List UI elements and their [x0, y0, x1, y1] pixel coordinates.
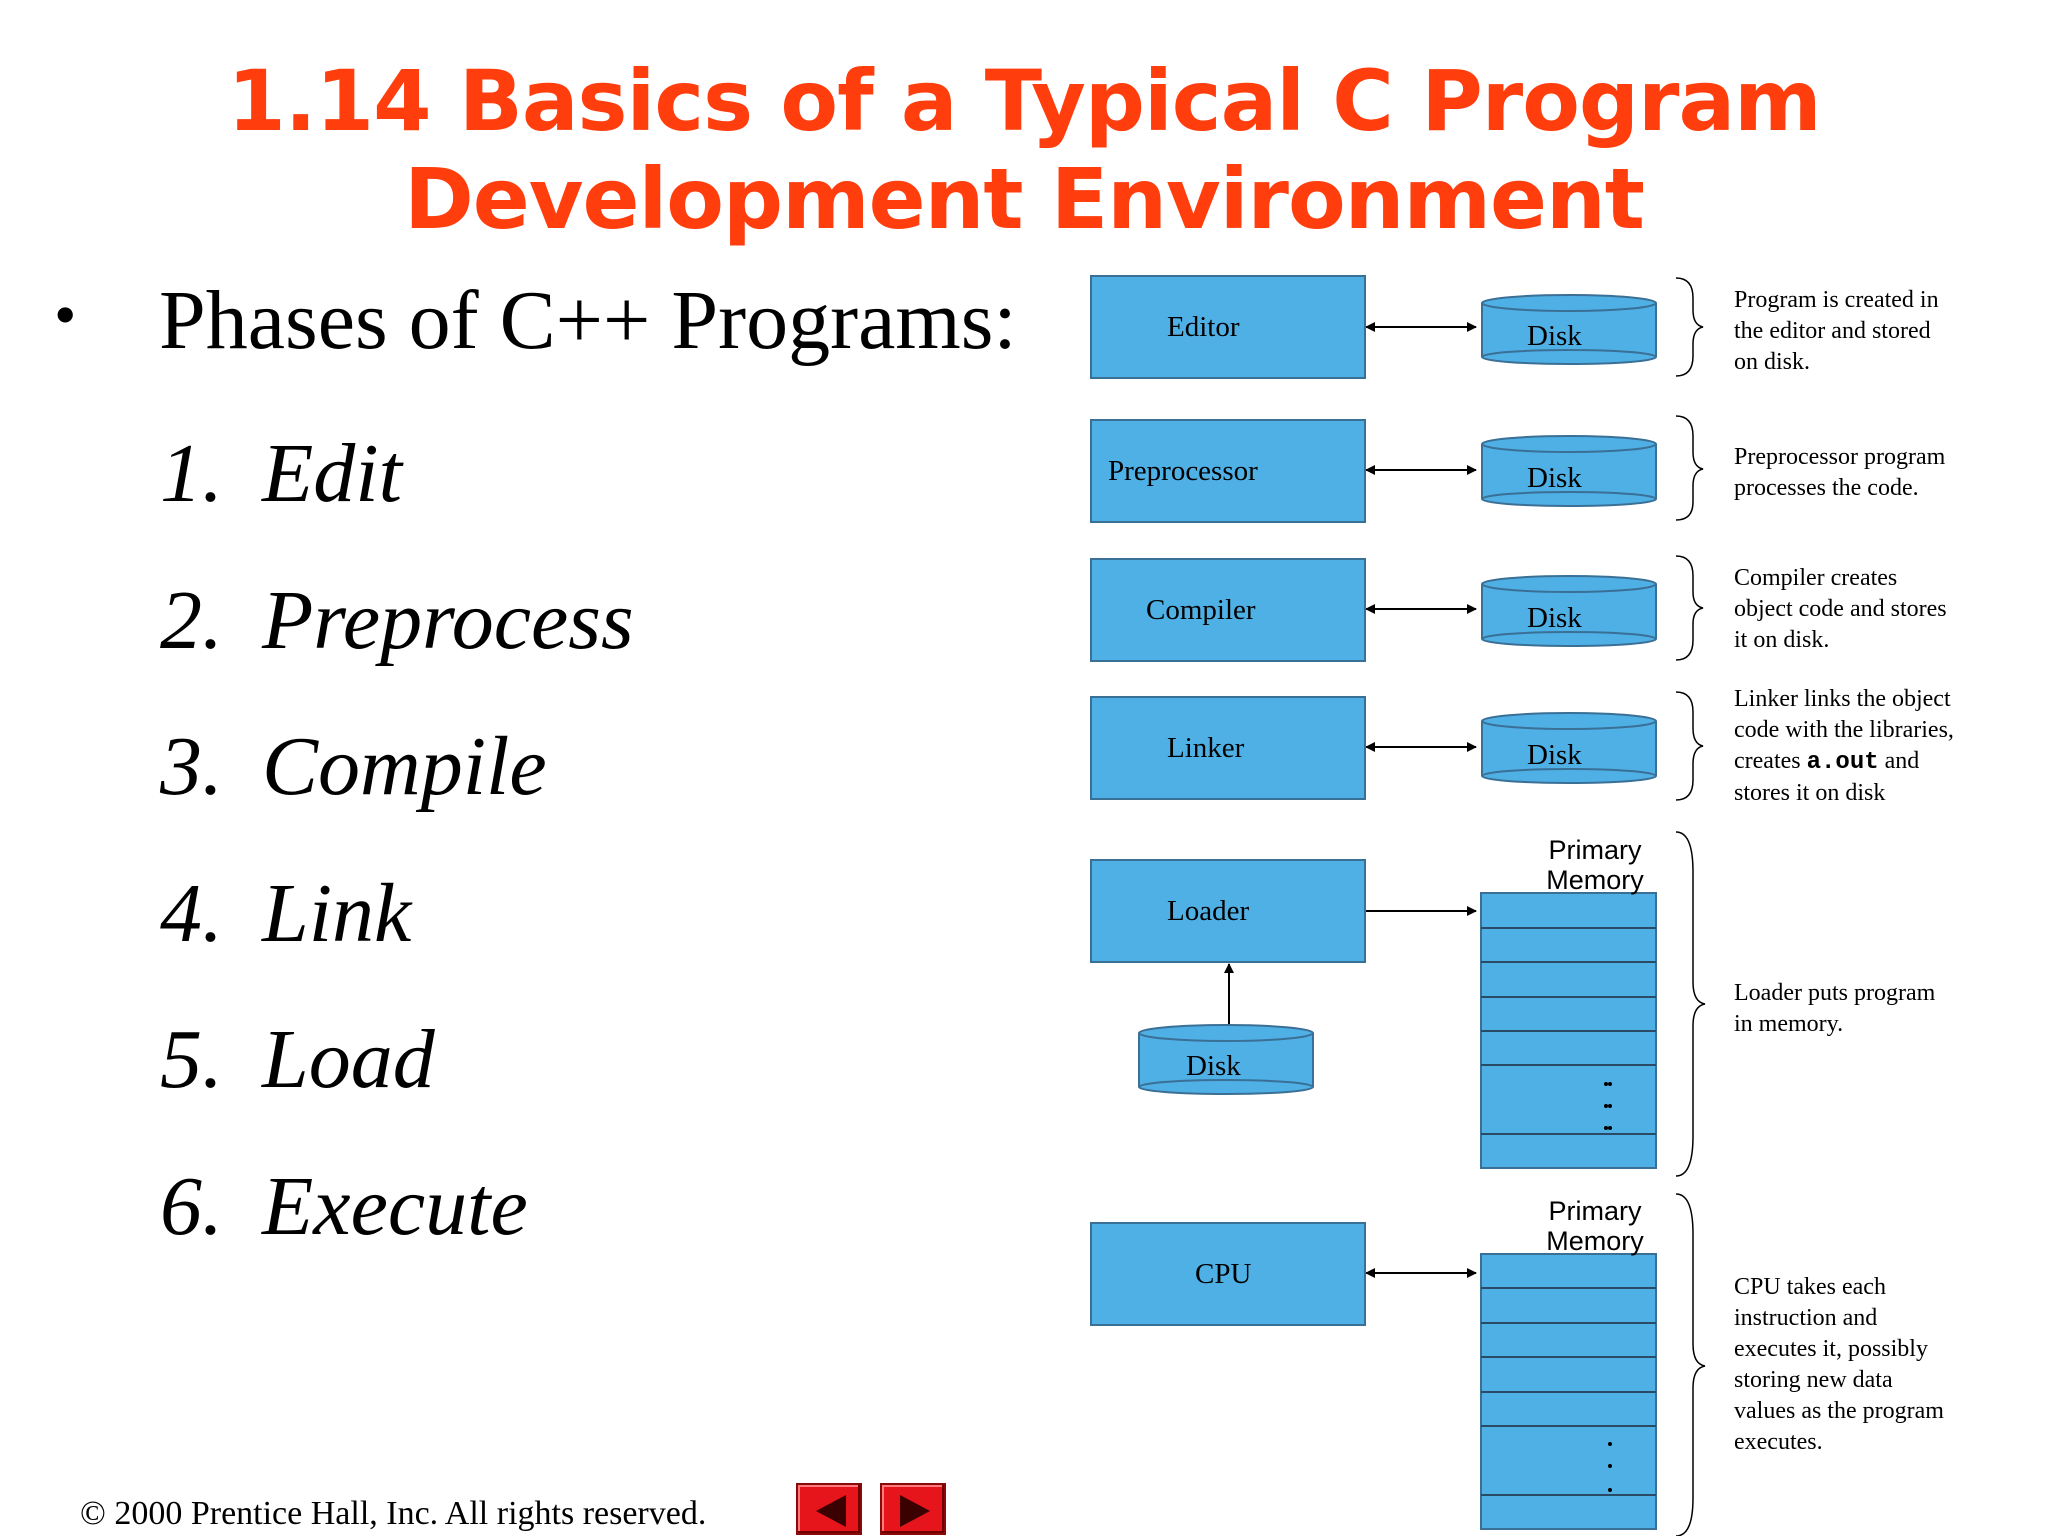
description-text: creates [1734, 748, 1807, 774]
description-line: object code and stores [1734, 596, 1947, 622]
description-preprocessor [1734, 442, 1945, 504]
description-cpu [1734, 1272, 1944, 1458]
editor-box-label: Editor [1167, 310, 1240, 343]
description-line: executes. [1734, 1429, 1823, 1455]
left-arrow-icon [798, 1485, 864, 1537]
phase-label: Compile [262, 720, 547, 813]
description-line: CPU takes each [1734, 1274, 1886, 1300]
primary-memory-cpu [1481, 1254, 1656, 1529]
linker-box-label: Linker [1167, 731, 1245, 764]
description-text: and [1878, 748, 1920, 774]
compiler-box [1090, 558, 1366, 662]
phase-number: 3. [160, 720, 223, 813]
previous-slide-button[interactable] [796, 1483, 862, 1535]
copyright-footer: © 2000 Prentice Hall, Inc. All rights reserved. [80, 1495, 707, 1532]
memory-label-line-1: Primary [1548, 1196, 1642, 1226]
description-line: Linker links the object [1734, 686, 1951, 712]
description-line: values as the program [1734, 1398, 1944, 1424]
bullet-text: Phases of C++ Programs: [159, 274, 1017, 367]
slide-title-line-1: 1.14 Basics of a Typical C Program [227, 52, 1821, 150]
phase-number: 5. [160, 1013, 223, 1106]
brace-compiler [1676, 556, 1703, 660]
description-line: processes the code. [1734, 475, 1919, 501]
description-line: in memory. [1734, 1011, 1844, 1037]
memory-label-line-2: Memory [1546, 865, 1644, 895]
phase-label: Edit [262, 427, 402, 520]
phase-number: 2. [160, 574, 223, 667]
primary-memory-loader [1481, 893, 1656, 1168]
disk-loader-label: Disk [1186, 1050, 1241, 1082]
disk-compiler-label: Disk [1527, 602, 1582, 634]
description-line: Compiler creates [1734, 565, 1898, 591]
loader-box-label: Loader [1167, 894, 1250, 927]
description-compiler [1734, 563, 1947, 656]
description-line: the editor and stored [1734, 318, 1931, 344]
description-line: on disk. [1734, 349, 1811, 375]
description-editor [1734, 285, 1939, 378]
brace-cpu [1676, 1194, 1705, 1536]
disk-preprocessor-label: Disk [1527, 462, 1582, 494]
phase-label: Load [262, 1013, 435, 1106]
memory-label-cpu [1520, 1196, 1670, 1256]
cpu-box-label: CPU [1195, 1257, 1252, 1290]
description-loader [1734, 978, 1935, 1040]
phase-label: Link [262, 867, 412, 960]
phase-label: Preprocess [262, 574, 634, 667]
compiler-box-label: Compiler [1146, 593, 1256, 626]
phase-number: 6. [160, 1160, 223, 1253]
disk-editor-label: Disk [1527, 320, 1582, 352]
description-line: executes it, possibly [1734, 1336, 1928, 1362]
cpu-box [1090, 1222, 1366, 1326]
description-linker [1734, 684, 1954, 809]
brace-preprocessor [1676, 416, 1703, 520]
next-slide-button[interactable] [880, 1483, 946, 1535]
editor-box [1090, 275, 1366, 379]
slide-title-line-2: Development Environment [404, 150, 1644, 248]
description-line [1734, 746, 1954, 778]
aout-code: a.out [1806, 749, 1879, 776]
brace-editor [1676, 278, 1703, 376]
memory-label-line-1: Primary [1548, 835, 1642, 865]
description-line: Program is created in [1734, 287, 1939, 313]
description-line: it on disk. [1734, 627, 1830, 653]
description-line: instruction and [1734, 1305, 1878, 1331]
loader-box [1090, 859, 1366, 963]
memory-label-loader [1520, 835, 1670, 895]
brace-linker [1676, 692, 1703, 800]
description-line: storing new data [1734, 1367, 1893, 1393]
linker-box [1090, 696, 1366, 800]
description-line: stores it on disk [1734, 780, 1886, 806]
phase-label: Execute [262, 1160, 528, 1253]
brace-loader [1676, 832, 1705, 1176]
phase-number: 1. [160, 427, 223, 520]
memory-label-line-2: Memory [1546, 1226, 1644, 1256]
description-line: code with the libraries, [1734, 717, 1954, 743]
right-arrow-icon [882, 1485, 948, 1537]
description-line: Preprocessor program [1734, 444, 1946, 470]
bullet-symbol: • [54, 279, 77, 350]
preprocessor-box [1090, 419, 1366, 523]
disk-linker-label: Disk [1527, 739, 1582, 771]
preprocessor-box-label: Preprocessor [1108, 454, 1258, 487]
phase-number: 4. [160, 867, 223, 960]
description-line: Loader puts program [1734, 980, 1936, 1006]
